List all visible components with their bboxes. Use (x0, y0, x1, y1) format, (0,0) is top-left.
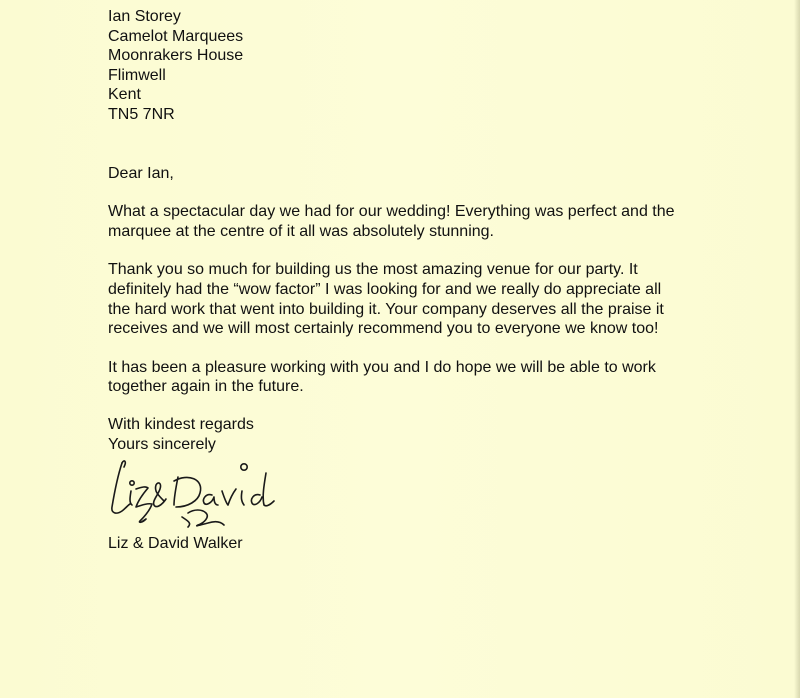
paragraph-line: the hard work that went into building it. Your company deserves all the praise it (108, 300, 664, 318)
closing-line-regards: With kindest regards (108, 415, 254, 433)
closing-line-sincerely: Yours sincerely (108, 435, 216, 453)
paragraph-line: What a spectacular day we had for our wedding! Everything was perfect and the (108, 203, 675, 221)
paragraph-line: definitely had the “wow factor” I was looking for and we really do appreciate all (108, 280, 662, 298)
paragraph-2 (108, 260, 788, 338)
signature-stroke-d (174, 477, 201, 507)
handwritten-signature (108, 455, 288, 530)
signature-stroke-i2 (241, 491, 244, 505)
paragraph-1 (108, 202, 788, 241)
paragraph-line: receives and we will most certainly recommend you to everyone we know too! (108, 320, 659, 338)
address-line-company: Camelot Marquees (108, 27, 244, 45)
closing (108, 415, 788, 454)
paragraph-line: It has been a pleasure working with you and I do hope we will be able to work (108, 358, 656, 376)
address-line-name: Ian Storey (108, 8, 181, 25)
signature-stroke-tail (182, 517, 190, 527)
salutation: Dear Ian, (108, 164, 174, 182)
signature-stroke-d2 (251, 473, 274, 506)
signature-stroke-ampersand (154, 483, 166, 507)
signature-stroke-i (130, 491, 132, 505)
paragraph-3 (108, 358, 788, 397)
address-line-town: Flimwell (108, 66, 166, 84)
signature-stroke-z (136, 487, 152, 522)
page-edge-shadow (794, 0, 800, 698)
recipient-address (108, 7, 788, 125)
signature-dot-i (130, 481, 134, 485)
paragraph-line: together again in the future. (108, 378, 304, 396)
letter-body (108, 7, 788, 454)
signature-dot-i2 (241, 464, 247, 470)
signature-stroke-l (112, 463, 130, 513)
paragraph-line: Thank you so much for building us the most amazing venue for our party. It (108, 261, 638, 279)
signature-stroke-v (222, 489, 236, 505)
address-line-building: Moonrakers House (108, 47, 244, 65)
address-line-county: Kent (108, 86, 141, 104)
address-line-postcode: TN5 7NR (108, 105, 175, 123)
signature-stroke-a (203, 495, 218, 505)
signed-name: Liz & David Walker (108, 535, 243, 552)
signature-stroke-flourish (188, 510, 224, 526)
paragraph-line: marquee at the centre of it all was absolutely stunning. (108, 222, 494, 240)
